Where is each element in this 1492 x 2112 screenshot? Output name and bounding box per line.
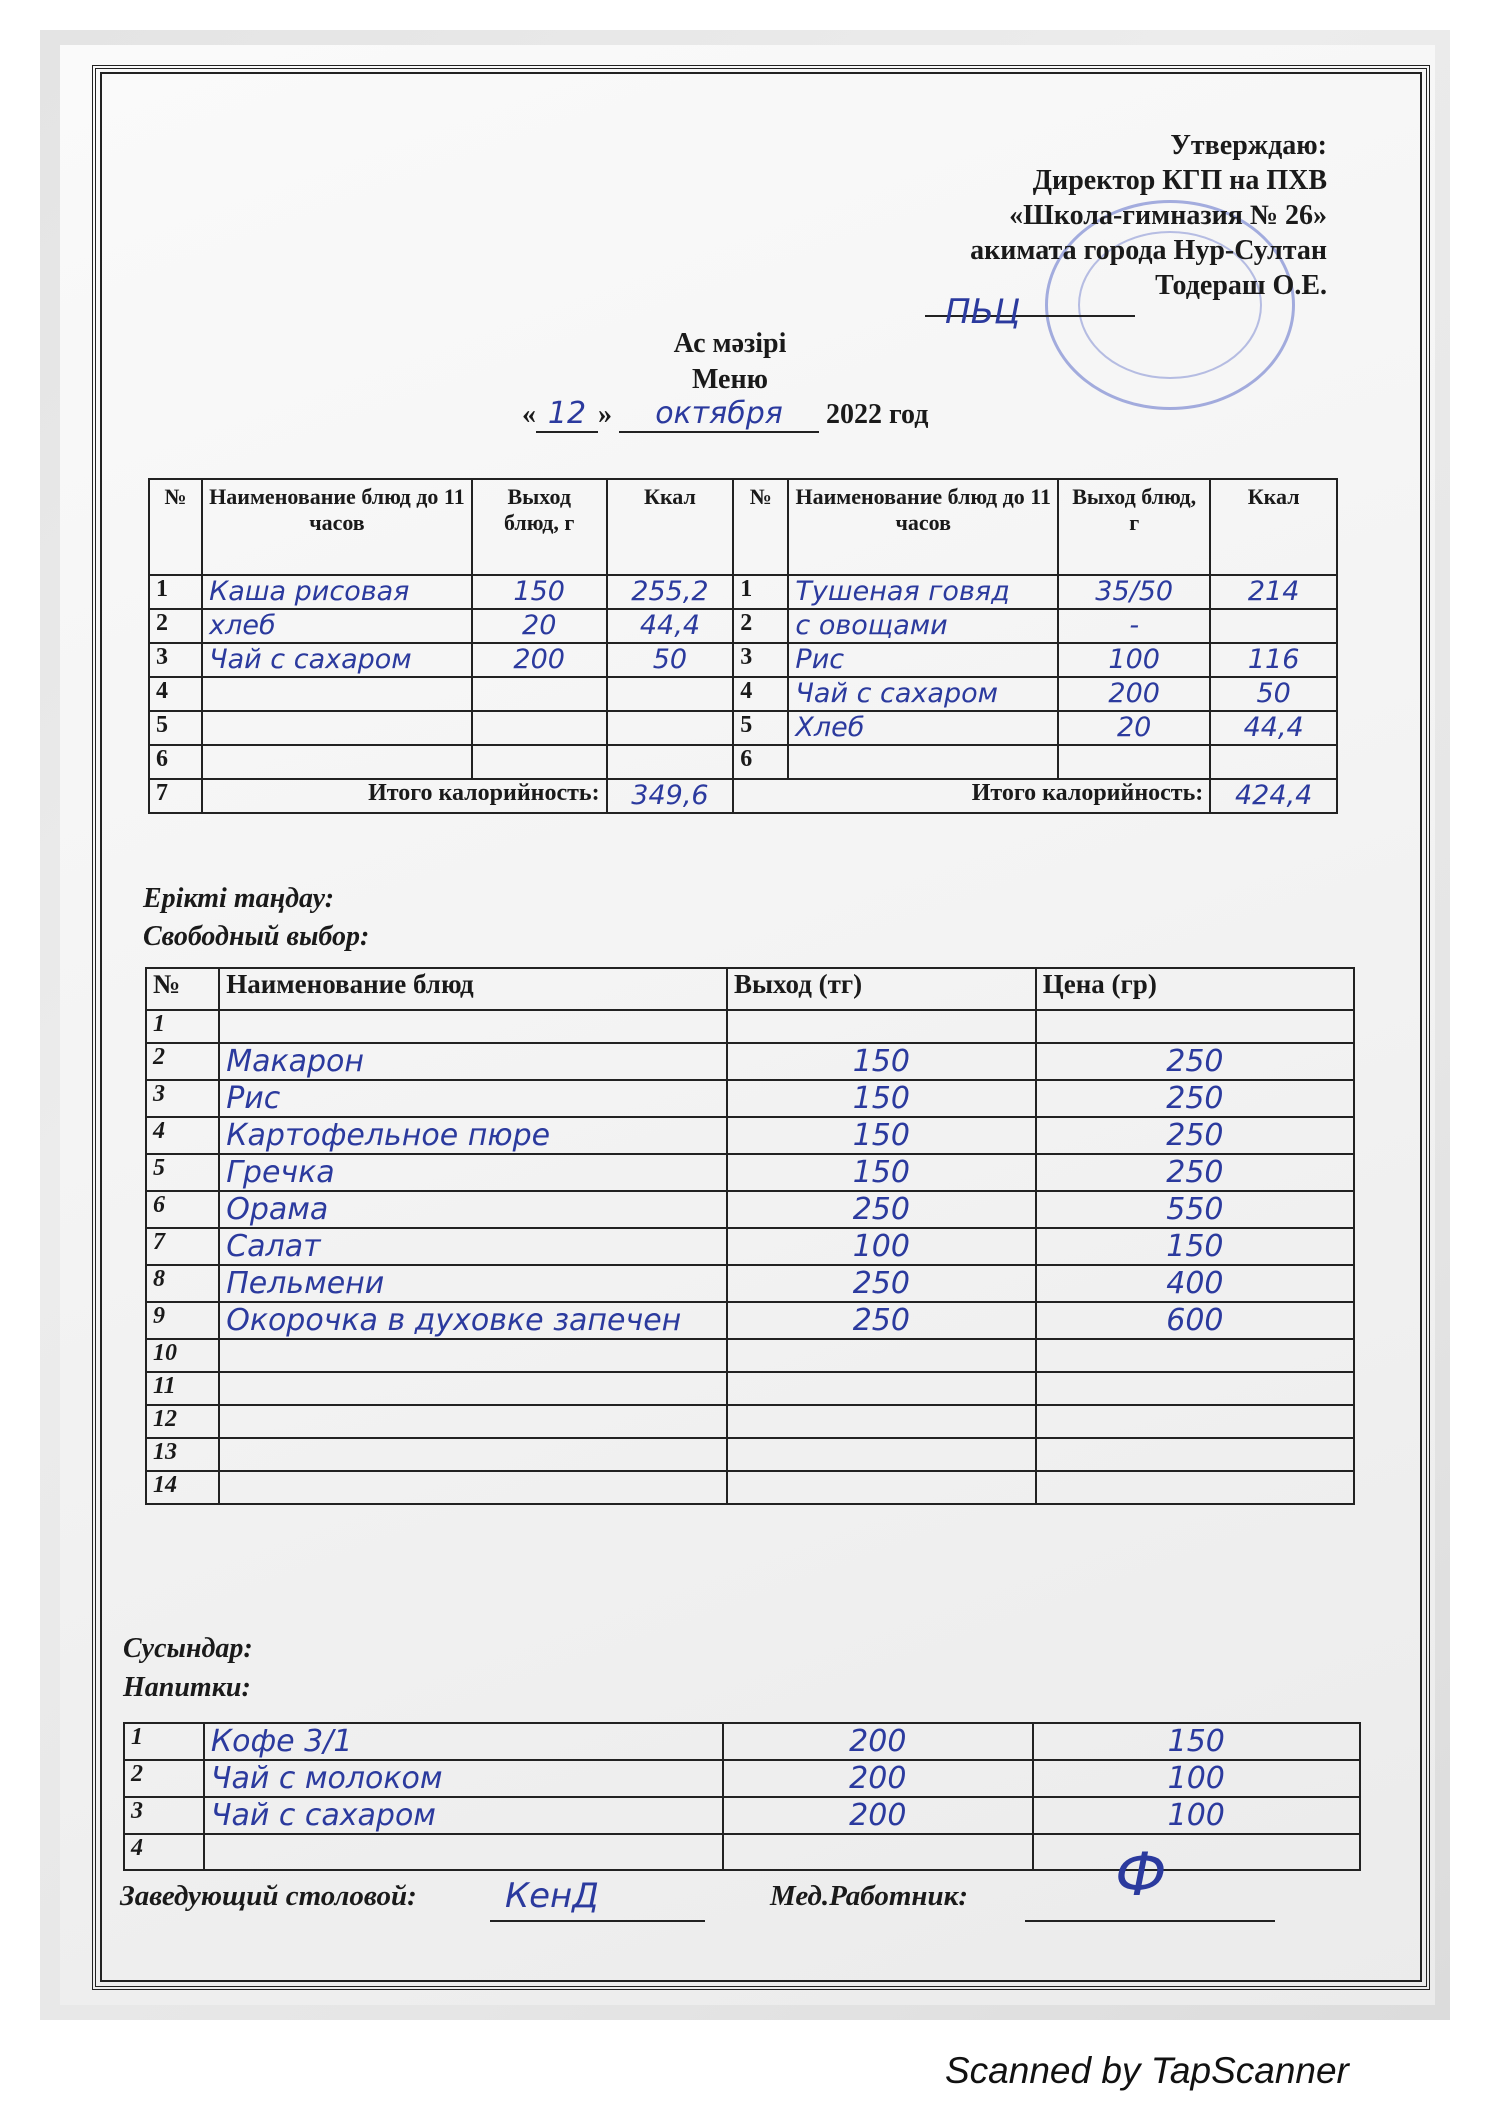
table-row: [149, 677, 1337, 711]
title-kz: Ас мәзірі: [673, 328, 787, 359]
dish-output: [727, 1405, 1036, 1438]
dish-kcal-right: 214: [1210, 575, 1337, 609]
table-row: [146, 1471, 1354, 1504]
dish-output: 100: [727, 1228, 1036, 1265]
date-open-quote: «: [522, 399, 536, 430]
drink-price: 100: [1033, 1797, 1360, 1834]
col-kcal-1: Ккал: [607, 479, 734, 575]
approval-block: [970, 128, 1327, 303]
table-row: [149, 745, 1337, 779]
total-label-2: Итого калорийность:: [733, 779, 1210, 813]
dish-output: 150: [727, 1043, 1036, 1080]
dish-price: [1036, 1438, 1354, 1471]
dish-output: [727, 1471, 1036, 1504]
dish-name-right: с овощами: [788, 609, 1058, 643]
row-num: 2: [124, 1760, 204, 1797]
dish-price: [1036, 1339, 1354, 1372]
date-month: октября: [619, 396, 819, 433]
dish-output-left: [472, 711, 607, 745]
row-num-right: 5: [733, 711, 788, 745]
dish-output-left: 150: [472, 575, 607, 609]
dish-name: Орама: [219, 1191, 727, 1228]
approval-line-1: Утверждаю:: [1170, 130, 1327, 161]
date-close-quote: »: [598, 399, 612, 430]
total-row-num: 7: [149, 779, 202, 813]
dish-name-left: Чай с сахаром: [202, 643, 472, 677]
dish-name: Салат: [219, 1228, 727, 1265]
row-num-right: 2: [733, 609, 788, 643]
table-row: [149, 609, 1337, 643]
drink-output: [723, 1834, 1032, 1870]
dish-kcal-left: 44,4: [607, 609, 734, 643]
dish-name: Окорочка в духовке запечен: [219, 1302, 727, 1339]
row-num: 1: [146, 1010, 219, 1043]
dish-name: [219, 1010, 727, 1043]
dish-kcal-right: 116: [1210, 643, 1337, 677]
row-num-left: 3: [149, 643, 202, 677]
drink-name: Чай с молоком: [204, 1760, 723, 1797]
dish-output: [727, 1010, 1036, 1043]
dish-kcal-right: [1210, 609, 1337, 643]
dish-name: [219, 1471, 727, 1504]
drink-price: 150: [1033, 1723, 1360, 1760]
dish-output-right: [1058, 745, 1210, 779]
table-row: [146, 1043, 1354, 1080]
dish-name: [219, 1339, 727, 1372]
table-row: [124, 1797, 1360, 1834]
dish-name: [219, 1372, 727, 1405]
table-row: [146, 1405, 1354, 1438]
table-row: [149, 643, 1337, 677]
dish-output-right: -: [1058, 609, 1210, 643]
date-year: 2022 год: [826, 399, 929, 430]
drink-price: 100: [1033, 1760, 1360, 1797]
dish-output-left: [472, 677, 607, 711]
row-num: 12: [146, 1405, 219, 1438]
row-num-left: 1: [149, 575, 202, 609]
col-name-1: Наименование блюд до 11 часов: [202, 479, 472, 575]
drinks-title-kz: Сусындар:: [123, 1633, 253, 1664]
row-num-right: 6: [733, 745, 788, 779]
dish-name-left: Каша рисовая: [202, 575, 472, 609]
dish-output-right: 35/50: [1058, 575, 1210, 609]
row-num: 11: [146, 1372, 219, 1405]
table-row: [146, 1438, 1354, 1471]
dish-price: 600: [1036, 1302, 1354, 1339]
row-num: 2: [146, 1043, 219, 1080]
approval-line-2: Директор КГП на ПХВ: [1032, 165, 1327, 196]
dish-output: 150: [727, 1080, 1036, 1117]
dish-price: 550: [1036, 1191, 1354, 1228]
drinks-title-ru: Напитки:: [123, 1672, 251, 1703]
row-num-right: 3: [733, 643, 788, 677]
row-num: 6: [146, 1191, 219, 1228]
dish-price: [1036, 1010, 1354, 1043]
dish-name: Макарон: [219, 1043, 727, 1080]
table-row: [149, 575, 1337, 609]
canteen-signature-line: [490, 1920, 705, 1922]
medic-signature-line: [1025, 1920, 1275, 1922]
table-row: [146, 1302, 1354, 1339]
title-ru: Меню: [691, 364, 768, 395]
dish-kcal-right: [1210, 745, 1337, 779]
drinks-table: [123, 1722, 1361, 1871]
fc-col-name: Наименование блюд: [219, 968, 727, 1010]
row-num: 9: [146, 1302, 219, 1339]
dish-kcal-left: [607, 745, 734, 779]
dish-name-right: Чай с сахаром: [788, 677, 1058, 711]
total-kcal-2: 424,4: [1210, 779, 1337, 813]
free-choice-title-ru: Свободный выбор:: [143, 921, 370, 952]
table-row: [146, 1372, 1354, 1405]
col-num-1: №: [149, 479, 202, 575]
table-row: [146, 1010, 1354, 1043]
scanner-watermark: Scanned by TapScanner: [945, 2050, 1349, 2091]
fc-col-num: №: [146, 968, 219, 1010]
dish-output: 250: [727, 1302, 1036, 1339]
dish-name: Пельмени: [219, 1265, 727, 1302]
table-row: [146, 1080, 1354, 1117]
drink-name: [204, 1834, 723, 1870]
drink-output: 200: [723, 1797, 1032, 1834]
dish-name-right: [788, 745, 1058, 779]
canteen-signature: КенД: [505, 1876, 599, 1916]
dish-output: 250: [727, 1265, 1036, 1302]
approval-line-3: «Школа-гимназия № 26»: [1009, 200, 1327, 231]
dish-name-left: [202, 745, 472, 779]
dish-price: 250: [1036, 1080, 1354, 1117]
table-row: [146, 1117, 1354, 1154]
medic-label: Мед.Работник:: [770, 1880, 969, 1912]
table-row: [124, 1834, 1360, 1870]
dish-output: 150: [727, 1154, 1036, 1191]
dish-name: [219, 1405, 727, 1438]
approval-line-5: Тодераш О.Е.: [1155, 270, 1327, 301]
dish-kcal-left: [607, 677, 734, 711]
table-row: [146, 1228, 1354, 1265]
row-num-left: 4: [149, 677, 202, 711]
dish-name: [219, 1438, 727, 1471]
dish-output: [727, 1372, 1036, 1405]
dish-name: Рис: [219, 1080, 727, 1117]
director-signature: ПЬЦ: [945, 292, 1021, 332]
dish-name-right: Рис: [788, 643, 1058, 677]
row-num: 1: [124, 1723, 204, 1760]
row-num: 5: [146, 1154, 219, 1191]
table-row: [149, 711, 1337, 745]
table-row: [146, 1191, 1354, 1228]
row-num: 14: [146, 1471, 219, 1504]
col-out-1: Выход блюд, г: [472, 479, 607, 575]
dish-kcal-left: [607, 711, 734, 745]
dish-price: 250: [1036, 1117, 1354, 1154]
col-kcal-2: Ккал: [1210, 479, 1337, 575]
dish-kcal-left: 255,2: [607, 575, 734, 609]
dish-name-left: хлеб: [202, 609, 472, 643]
table-row: [146, 1265, 1354, 1302]
dish-output: [727, 1438, 1036, 1471]
dish-name-left: [202, 711, 472, 745]
dish-output-right: 20: [1058, 711, 1210, 745]
row-num-right: 1: [733, 575, 788, 609]
row-num: 3: [146, 1080, 219, 1117]
dish-price: 150: [1036, 1228, 1354, 1265]
dish-output-left: 20: [472, 609, 607, 643]
row-num: 10: [146, 1339, 219, 1372]
dish-name-right: Хлеб: [788, 711, 1058, 745]
dish-price: 250: [1036, 1043, 1354, 1080]
total-label-1: Итого калорийность:: [202, 779, 607, 813]
dish-name: Картофельное пюре: [219, 1117, 727, 1154]
dish-output: [727, 1339, 1036, 1372]
dish-output: 150: [727, 1117, 1036, 1154]
row-num-left: 6: [149, 745, 202, 779]
col-num-2: №: [733, 479, 788, 575]
dish-kcal-right: 44,4: [1210, 711, 1337, 745]
dish-price: 250: [1036, 1154, 1354, 1191]
medic-signature: Ф: [1115, 1840, 1167, 1910]
dish-name-left: [202, 677, 472, 711]
table-row: [124, 1723, 1360, 1760]
table-row: [124, 1760, 1360, 1797]
row-num: 4: [124, 1834, 204, 1870]
drink-name: Кофе 3/1: [204, 1723, 723, 1760]
dish-kcal-left: 50: [607, 643, 734, 677]
dish-output-right: 100: [1058, 643, 1210, 677]
row-num: 7: [146, 1228, 219, 1265]
date-line: [522, 396, 928, 433]
dish-kcal-right: 50: [1210, 677, 1337, 711]
drink-name: Чай с сахаром: [204, 1797, 723, 1834]
dish-name: Гречка: [219, 1154, 727, 1191]
dish-output-left: [472, 745, 607, 779]
row-num: 8: [146, 1265, 219, 1302]
drink-output: 200: [723, 1723, 1032, 1760]
col-name-2: Наименование блюд до 11 часов: [788, 479, 1058, 575]
total-kcal-1: 349,6: [607, 779, 734, 813]
col-out-2: Выход блюд, г: [1058, 479, 1210, 575]
main-menu-table: [148, 478, 1338, 814]
row-num: 4: [146, 1117, 219, 1154]
row-num-left: 2: [149, 609, 202, 643]
date-day: 12: [536, 396, 598, 433]
dish-price: [1036, 1471, 1354, 1504]
free-choice-title-kz: Ерікті таңдау:: [143, 883, 335, 914]
row-num: 3: [124, 1797, 204, 1834]
canteen-head-label: Заведующий столовой:: [120, 1880, 417, 1912]
table-row: [146, 1154, 1354, 1191]
dish-output-left: 200: [472, 643, 607, 677]
free-choice-table: [145, 967, 1355, 1505]
row-num: 13: [146, 1438, 219, 1471]
dish-price: [1036, 1405, 1354, 1438]
row-num-left: 5: [149, 711, 202, 745]
drink-output: 200: [723, 1760, 1032, 1797]
dish-price: [1036, 1372, 1354, 1405]
fc-col-price: Цена (гр): [1036, 968, 1354, 1010]
row-num-right: 4: [733, 677, 788, 711]
dish-name-right: Тушеная говяд: [788, 575, 1058, 609]
dish-output-right: 200: [1058, 677, 1210, 711]
approval-line-4: акимата города Нур-Султан: [970, 235, 1327, 266]
drink-price: [1033, 1834, 1360, 1870]
table-row: [146, 1339, 1354, 1372]
dish-price: 400: [1036, 1265, 1354, 1302]
fc-col-out: Выход (тг): [727, 968, 1036, 1010]
dish-output: 250: [727, 1191, 1036, 1228]
